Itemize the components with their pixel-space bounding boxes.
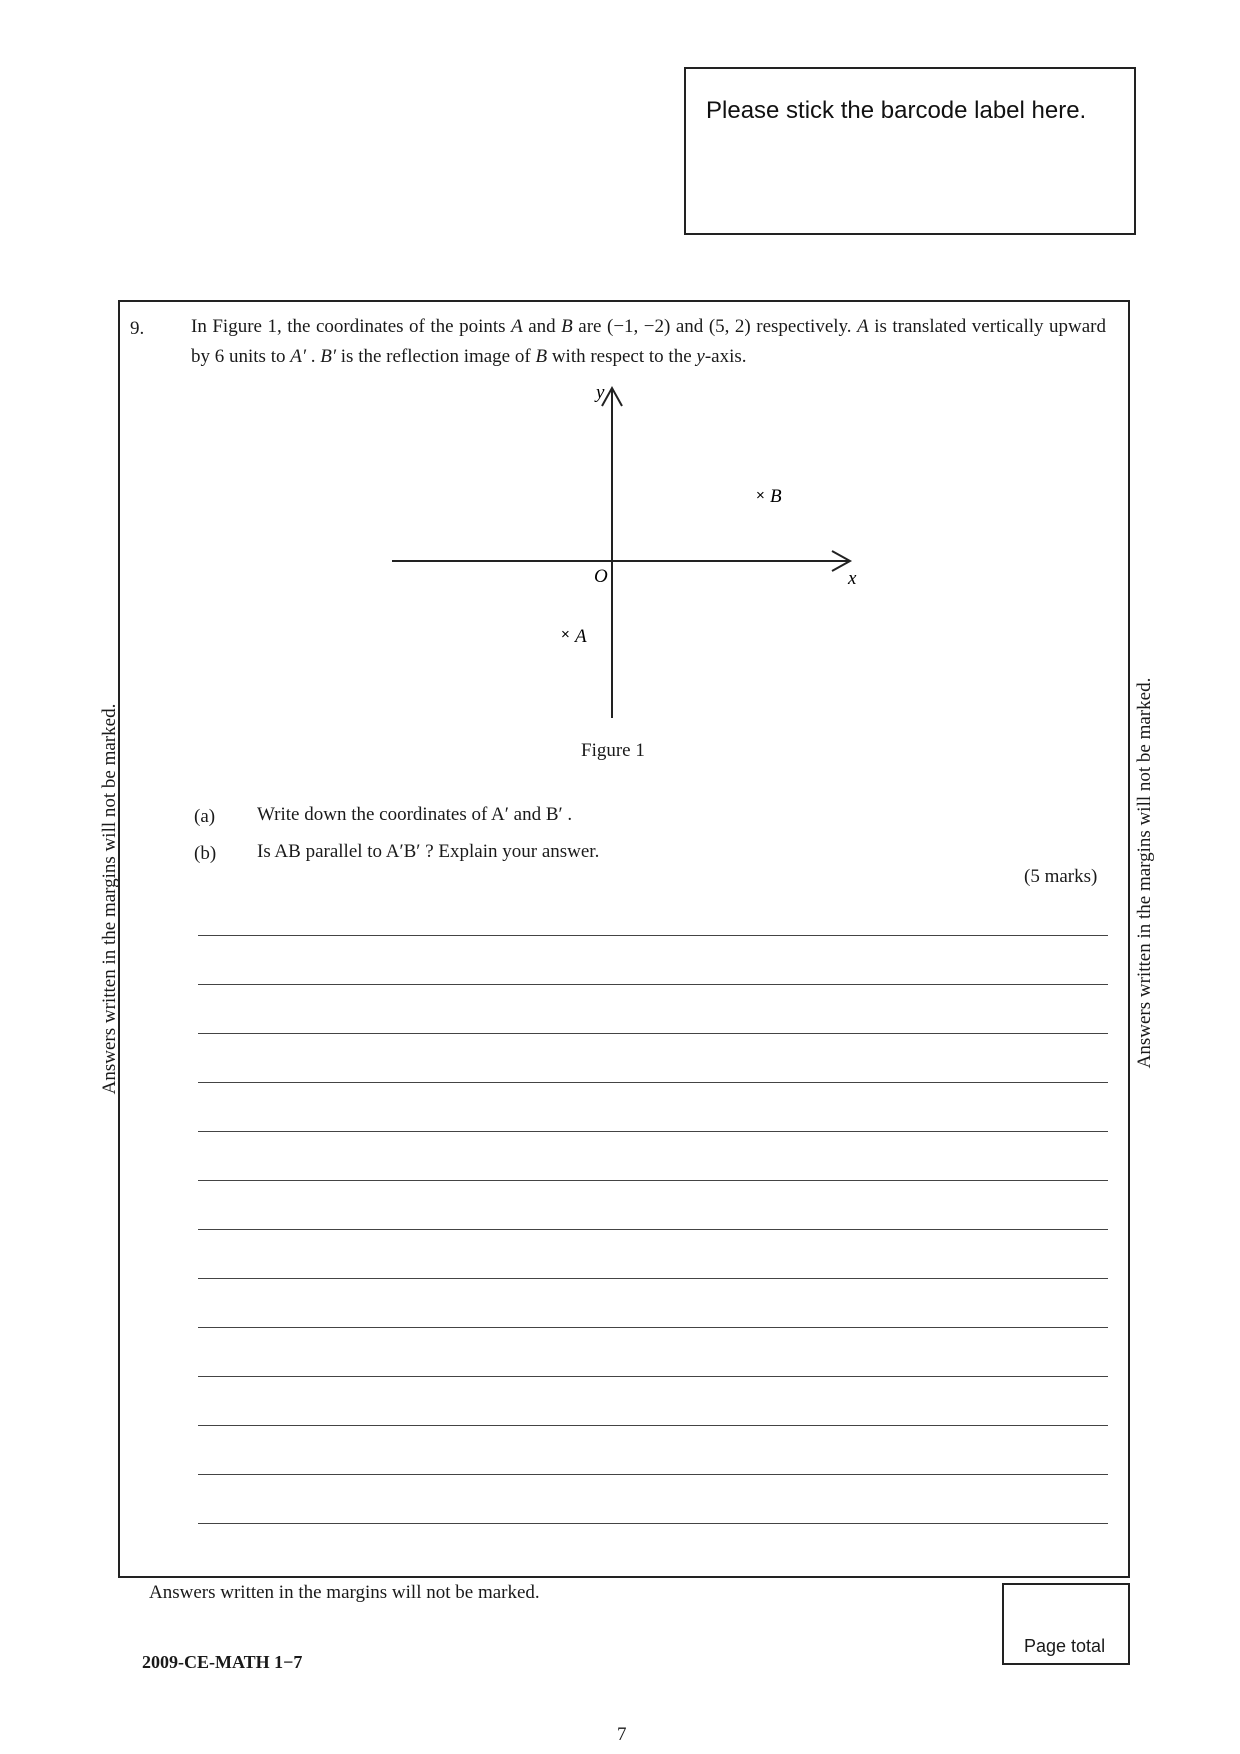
left-margin-note: Answers written in the margins will not be marked. bbox=[99, 703, 120, 1095]
intro-var: B′ bbox=[320, 346, 337, 367]
answer-line[interactable] bbox=[198, 984, 1108, 985]
intro-var: A bbox=[511, 316, 523, 337]
intro-var: B bbox=[561, 316, 573, 337]
answer-line[interactable] bbox=[198, 1082, 1108, 1083]
intro-var: A′ bbox=[290, 346, 306, 367]
answer-line[interactable] bbox=[198, 1523, 1108, 1524]
barcode-label-box bbox=[684, 67, 1136, 235]
y-axis-label: y bbox=[596, 382, 605, 403]
answer-line[interactable] bbox=[198, 1474, 1108, 1475]
intro-segment: are (−1, −2) and (5, 2) respectively. bbox=[572, 316, 858, 337]
barcode-instruction: Please stick the barcode label here. bbox=[706, 97, 1087, 124]
question-number: 9. bbox=[130, 318, 145, 339]
answer-line[interactable] bbox=[198, 1327, 1108, 1328]
figure-1-diagram bbox=[380, 378, 880, 728]
point-b-label: B bbox=[770, 486, 782, 507]
answer-line[interactable] bbox=[198, 935, 1108, 936]
answer-line[interactable] bbox=[198, 1131, 1108, 1132]
intro-var: A bbox=[857, 316, 869, 337]
point-b-marker: × bbox=[756, 487, 765, 504]
intro-segment: and bbox=[522, 316, 562, 337]
page-total-label: Page total bbox=[1024, 1636, 1106, 1656]
intro-segment: In Figure 1, the coordinates of the points bbox=[191, 316, 512, 337]
intro-segment: is translated vertically upward by 6 units to bbox=[191, 316, 1107, 367]
part-b-label: (b) bbox=[194, 843, 217, 864]
part-a-label: (a) bbox=[194, 806, 216, 827]
intro-segment: with respect to the bbox=[547, 346, 697, 367]
part-b-text: Is AB parallel to A′B′ ? Explain your answer. bbox=[257, 841, 600, 862]
answer-line[interactable] bbox=[198, 1425, 1108, 1426]
intro-segment: is the reflection image of bbox=[336, 346, 536, 367]
answer-line[interactable] bbox=[198, 1033, 1108, 1034]
intro-segment: . bbox=[306, 346, 321, 367]
page-number: 7 bbox=[617, 1724, 627, 1745]
right-margin-note: Answers written in the margins will not be marked. bbox=[1134, 677, 1155, 1069]
answer-line[interactable] bbox=[198, 1229, 1108, 1230]
figure-caption: Figure 1 bbox=[581, 740, 645, 761]
paper-code: 2009-CE-MATH 1−7 bbox=[142, 1652, 303, 1672]
answer-line[interactable] bbox=[198, 1180, 1108, 1181]
point-a-marker: × bbox=[561, 626, 570, 643]
origin-label: O bbox=[594, 566, 608, 587]
bottom-margin-note: Answers written in the margins will not be marked. bbox=[149, 1582, 540, 1603]
question-text bbox=[191, 312, 1106, 372]
intro-var: B bbox=[535, 346, 548, 367]
intro-segment: -axis. bbox=[704, 346, 747, 367]
answer-line[interactable] bbox=[198, 1376, 1108, 1377]
answer-line[interactable] bbox=[198, 1278, 1108, 1279]
page-total-box bbox=[1002, 1583, 1130, 1665]
x-axis-label: x bbox=[848, 568, 857, 589]
point-a-label: A bbox=[575, 626, 587, 647]
part-a-text: Write down the coordinates of A′ and B′ . bbox=[257, 804, 573, 825]
marks-allocation: (5 marks) bbox=[1024, 866, 1098, 887]
intro-var: y bbox=[696, 346, 705, 367]
